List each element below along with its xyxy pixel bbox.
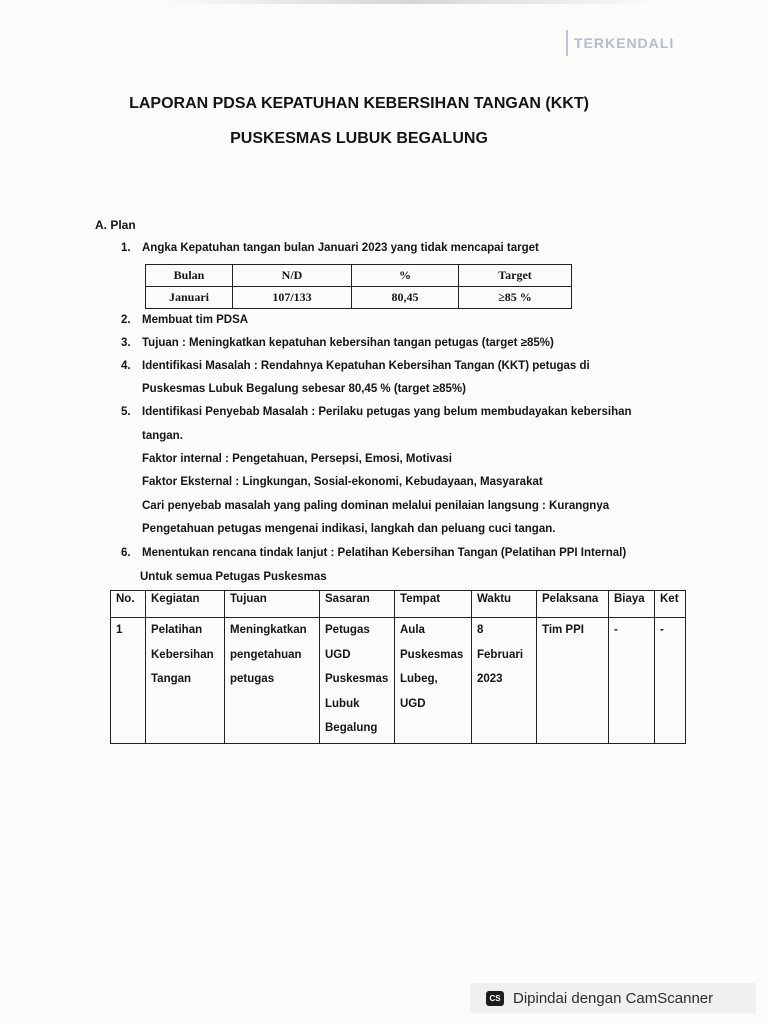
table-cell: Target	[459, 265, 572, 287]
cell-line: UGD	[400, 697, 426, 710]
table-cell-kegiatan	[146, 618, 225, 744]
action-plan-table	[110, 590, 686, 744]
cell-line: UGD	[325, 648, 351, 661]
cell-line: Lubuk	[325, 697, 360, 710]
cell-line: 8	[477, 624, 484, 636]
table-cell: 80,45	[352, 287, 459, 309]
table-header-cell: Biaya	[609, 591, 655, 618]
cell-line: Kebersihan	[151, 648, 214, 661]
table-header-cell: No.	[111, 591, 146, 618]
table-header-cell: Kegiatan	[146, 591, 225, 618]
cell-line: Lubeg,	[400, 673, 438, 685]
table-row	[146, 287, 572, 309]
table-header-cell: Tujuan	[225, 591, 320, 618]
camscanner-text: Dipindai dengan CamScanner	[513, 989, 714, 1007]
table-cell-pelaksana: Tim PPI	[537, 618, 609, 744]
table-cell-sasaran	[320, 618, 395, 744]
table-cell-tempat	[395, 618, 472, 744]
table-header-cell: Ket	[655, 591, 686, 618]
cell-line: Februari	[477, 648, 524, 661]
item-text: Identifikasi Masalah : Rendahnya Kepatuhan Kebersihan Tangan (KKT) petugas di	[142, 360, 590, 372]
item-text: Angka Kepatuhan tangan bulan Januari 2023 yang tidak mencapai target	[142, 242, 539, 254]
table-cell-no: 1	[111, 618, 146, 744]
report-title: LAPORAN PDSA KEPATUHAN KEBERSIHAN TANGAN (KKT)	[129, 95, 589, 112]
table-cell: ≥85 %	[459, 287, 572, 309]
table-cell-tujuan	[225, 618, 320, 744]
cell-line: 2023	[477, 673, 503, 685]
cell-line: Tangan	[151, 673, 192, 685]
table-cell-waktu	[472, 618, 537, 744]
item-number: 3.	[121, 337, 131, 349]
table-header-cell: Tempat	[395, 591, 472, 618]
table-header-row	[111, 591, 686, 618]
table-cell-ket: -	[655, 618, 686, 744]
table-row	[111, 618, 686, 744]
item-text: Faktor internal : Pengetahuan, Persepsi, Emosi, Motivasi	[142, 453, 452, 465]
item-number: 6.	[121, 547, 131, 559]
section-heading-plan: A. Plan	[95, 218, 136, 232]
item-text: Tujuan : Meningkatkan kepatuhan kebersihan tangan petugas (target ≥85%)	[142, 337, 554, 349]
item-number: 5.	[121, 406, 131, 418]
item-text: Membuat tim PDSA	[142, 314, 249, 326]
table-cell: N/D	[233, 265, 352, 287]
table-header-cell: Sasaran	[320, 591, 395, 618]
cell-line: Meningkatkan	[230, 624, 307, 636]
item-text: Menentukan rencana tindak lanjut : Pelatihan Kebersihan Tangan (Pelatihan PPI Internal)	[142, 547, 627, 559]
camscanner-watermark	[470, 983, 756, 1013]
table-cell-biaya: -	[609, 618, 655, 744]
cell-line: Pelatihan	[151, 624, 203, 636]
item-text: Untuk semua Petugas Puskesmas	[140, 571, 327, 583]
table-header-row	[146, 265, 572, 287]
item-number: 4.	[121, 360, 131, 372]
item-text: Identifikasi Penyebab Masalah : Perilaku petugas yang belum membudayakan kebersihan	[142, 406, 632, 418]
cell-line: pengetahuan	[230, 648, 302, 661]
cell-line: petugas	[230, 673, 275, 685]
cell-line: Begalung	[325, 722, 378, 734]
table-cell: %	[352, 265, 459, 287]
item-text: Puskesmas Lubuk Begalung sebesar 80,45 % (target ≥85%)	[142, 383, 466, 395]
cell-line: Aula	[400, 624, 425, 636]
item-text: Faktor Eksternal : Lingkungan, Sosial-ekonomi, Kebudayaan, Masyarakat	[142, 476, 543, 488]
item-text: Cari penyebab masalah yang paling dominan melalui penilaian langsung : Kurangnya	[142, 500, 610, 512]
terkendali-stamp: TERKENDALI	[566, 30, 684, 56]
item-number: 1.	[121, 242, 131, 254]
scan-edge-shadow	[160, 0, 660, 4]
table-cell: 107/133	[233, 287, 352, 309]
report-subtitle: PUSKESMAS LUBUK BEGALUNG	[230, 130, 488, 147]
cell-line: Petugas	[325, 624, 370, 636]
table-header-cell: Waktu	[472, 591, 537, 618]
item-number: 2.	[121, 314, 131, 326]
table-cell: Bulan	[146, 265, 233, 287]
cell-line: Puskesmas	[325, 673, 389, 685]
camscanner-logo-icon: CS	[486, 991, 504, 1006]
table-cell: Januari	[146, 287, 233, 309]
item-text: Pengetahuan petugas mengenai indikasi, langkah dan peluang cuci tangan.	[142, 523, 556, 535]
cell-line: Puskesmas	[400, 648, 464, 661]
item-text: tangan.	[142, 430, 183, 442]
table-header-cell: Pelaksana	[537, 591, 609, 618]
compliance-table	[145, 264, 572, 309]
